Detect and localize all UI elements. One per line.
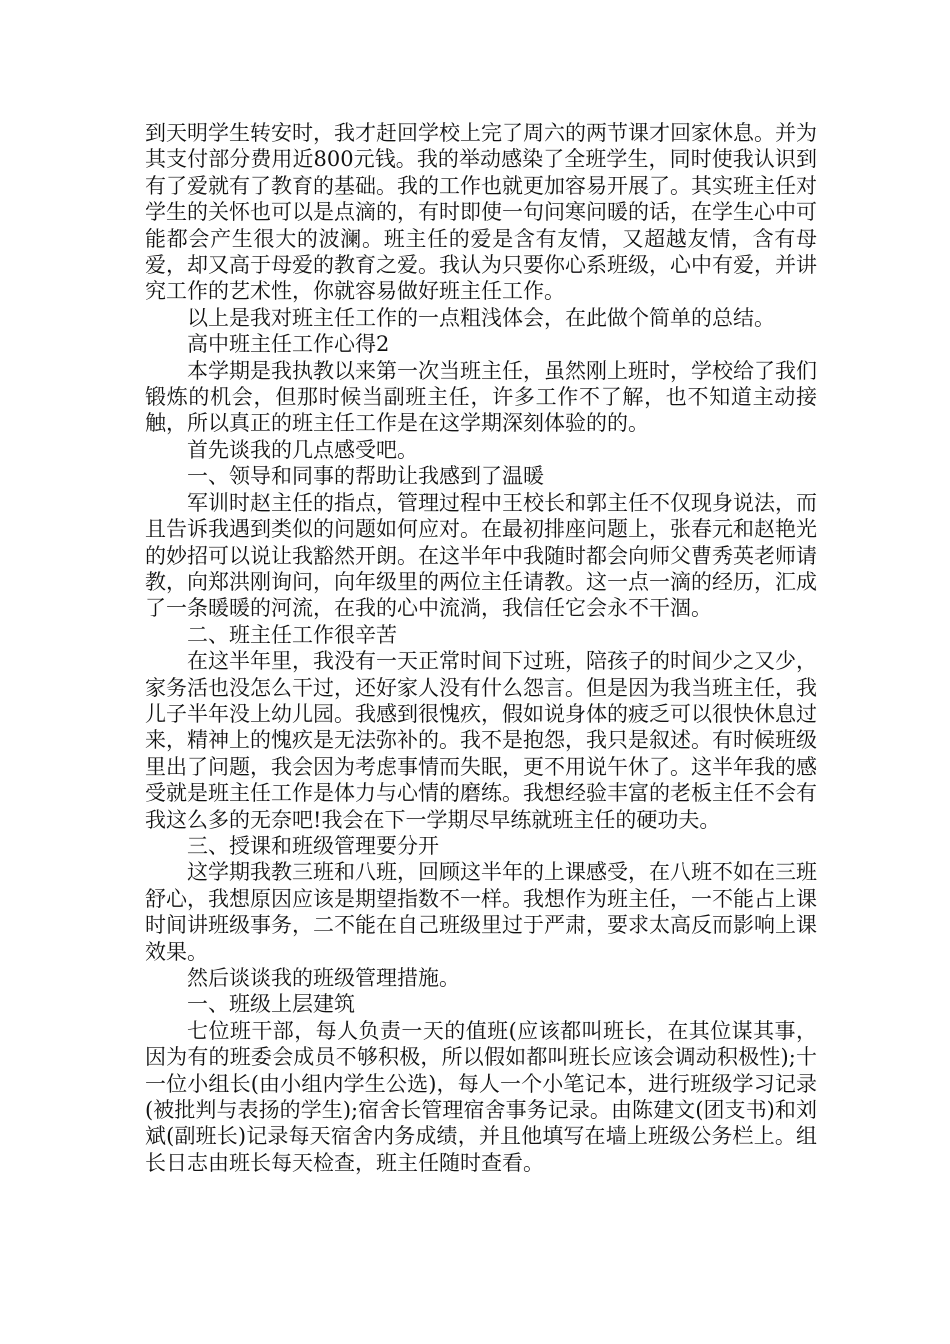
paragraph: 到天明学生转安时，我才赶回学校上完了周六的两节课才回家休息。并为其支付部分费用近800元钱。我的举动感染了全班学生，同时使我认识到有了爱就有了教育的基础。我的工作也就更加容易开展了。其实班主任对学生的关怀也可以是点滴的，有时即使一句问寒问暖的话，在学生心中可能都会产生很大的波澜。班主任的爱是含有友情，又超越友情，含有母爱，却又高于母爱的教育之爱。我认为只要你心系班级，心中有爱，并讲究工作的艺术性，你就容易做好班主任工作。	[145, 121, 817, 304]
paragraph: 在这半年里，我没有一天正常时间下过班，陪孩子的时间少之又少，家务活也没怎么干过，还好家人没有什么怨言。但是因为我当班主任，我儿子半年没上幼儿园。我感到很愧疚，假如说身体的疲乏可以很快休息过来，精神上的愧疚是无法弥补的。我不是抱怨，我只是叙述。有时候班级里出了问题，我会因为考虑事情而失眠，更不用说午休了。这半年我的感受就是班主任工作是体力与心情的磨练。我想经验丰富的老板主任不会有我这么多的无奈吧!我会在下一学期尽早练就班主任的硬功夫。	[145, 649, 817, 832]
paragraph: 这学期我教三班和八班，回顾这半年的上课感受，在八班不如在三班舒心，我想原因应该是期望指数不一样。我想作为班主任，一不能占上课时间讲班级事务，二不能在自己班级里过于严肃，要求太高反而影响上课效果。	[145, 860, 817, 964]
subheading: 二、班主任工作很辛苦	[187, 622, 397, 647]
paragraph: 军训时赵主任的指点，管理过程中王校长和郭主任不仅现身说法，而且告诉我遇到类似的问题如何应对。在最初排座问题上，张春元和赵艳光的妙招可以说让我豁然开朗。在这半年中我随时都会向师父曹秀英老师请教，向郑洪刚询问，向年级里的两位主任请教。这一点一滴的经历，汇成了一条暖暖的河流，在我的心中流淌，我信任它会永不干涸。	[145, 490, 817, 621]
section-heading: 高中班主任工作心得2	[187, 332, 390, 357]
paragraph: 以上是我对班主任工作的一点粗浅体会，在此做个简单的总结。	[187, 305, 775, 330]
paragraph: 首先谈我的几点感受吧。	[187, 437, 418, 462]
paragraph: 然后谈谈我的班级管理措施。	[187, 966, 460, 990]
subheading: 一、领导和同事的帮助让我感到了温暖	[187, 464, 544, 489]
subheading: 一、班级上层建筑	[187, 992, 355, 1017]
subheading: 三、授课和班级管理要分开	[187, 833, 439, 858]
paragraph: 七位班干部，每人负责一天的值班(应该都叫班长，在其位谋其事，因为有的班委会成员不够积极，所以假如都叫班长应该会调动积极性);十一位小组长(由小组内学生公选)，每人一个小笔记本，进行班级学习记录(被批判与表扬的学生);宿舍长管理宿舍事务记录。由陈建文(团支书)和刘斌(副班长)记录每天宿舍内务成绩，并且他填写在墙上班级公务栏上。组长日志由班长每天检查，班主任随时查看。	[145, 1018, 817, 1175]
document-page	[145, 120, 817, 1176]
paragraph: 本学期是我执教以来第一次当班主任，虽然刚上班时，学校给了我们锻炼的机会，但那时候当副班主任，许多工作不了解，也不知道主动接触，所以真正的班主任工作是在这学期深刻体验的的。	[145, 358, 817, 436]
